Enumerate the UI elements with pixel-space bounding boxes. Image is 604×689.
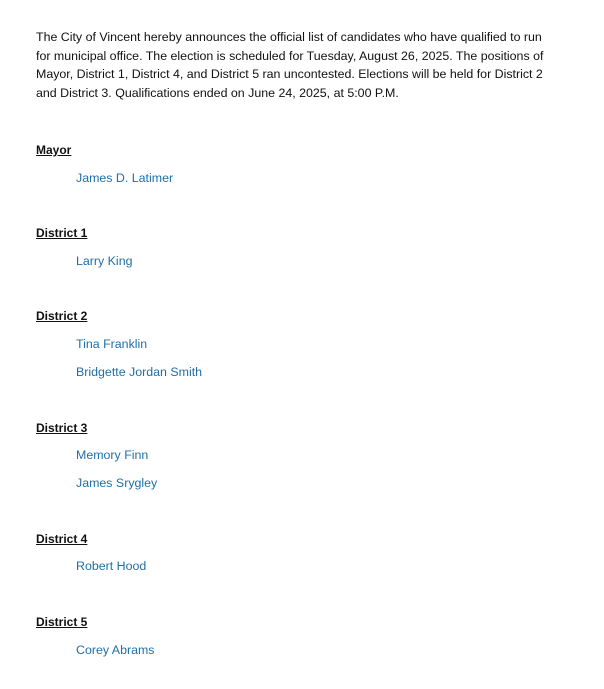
candidate-link[interactable]: Larry King [76, 254, 133, 268]
section-district-4 [36, 531, 147, 573]
candidate-link[interactable]: James Srygley [76, 476, 158, 490]
section-heading: District 5 [36, 615, 88, 629]
section-district-2 [36, 308, 203, 379]
section-heading: Mayor [36, 143, 72, 157]
candidate-link[interactable]: Bridgette Jordan Smith [76, 365, 203, 379]
candidate-link[interactable]: Tina Franklin [76, 337, 148, 351]
candidate-link[interactable]: James D. Latimer [76, 171, 174, 185]
section-heading: District 1 [36, 226, 88, 240]
section-heading: District 4 [36, 532, 88, 546]
announcement-paragraph: The City of Vincent hereby announces the official list of candidates who have qualified to run for municipal office. The election is scheduled for Tuesday, August 26, 2025. The positions of Mayor, District 1, District 4, and District 5 ran uncontested. Elections will be held for District 2 and District 3. Qualifications ended on June 24, 2025, at 5:00 P.M. [36, 30, 544, 100]
section-heading: District 3 [36, 421, 88, 435]
section-heading: District 2 [36, 309, 88, 323]
section-mayor [36, 142, 174, 185]
candidate-link[interactable]: Corey Abrams [76, 643, 155, 657]
candidate-link[interactable]: Robert Hood [76, 559, 147, 573]
section-district-5 [36, 614, 155, 657]
candidate-link[interactable]: Memory Finn [76, 448, 149, 462]
section-district-3 [36, 420, 158, 490]
section-district-1 [36, 225, 133, 268]
